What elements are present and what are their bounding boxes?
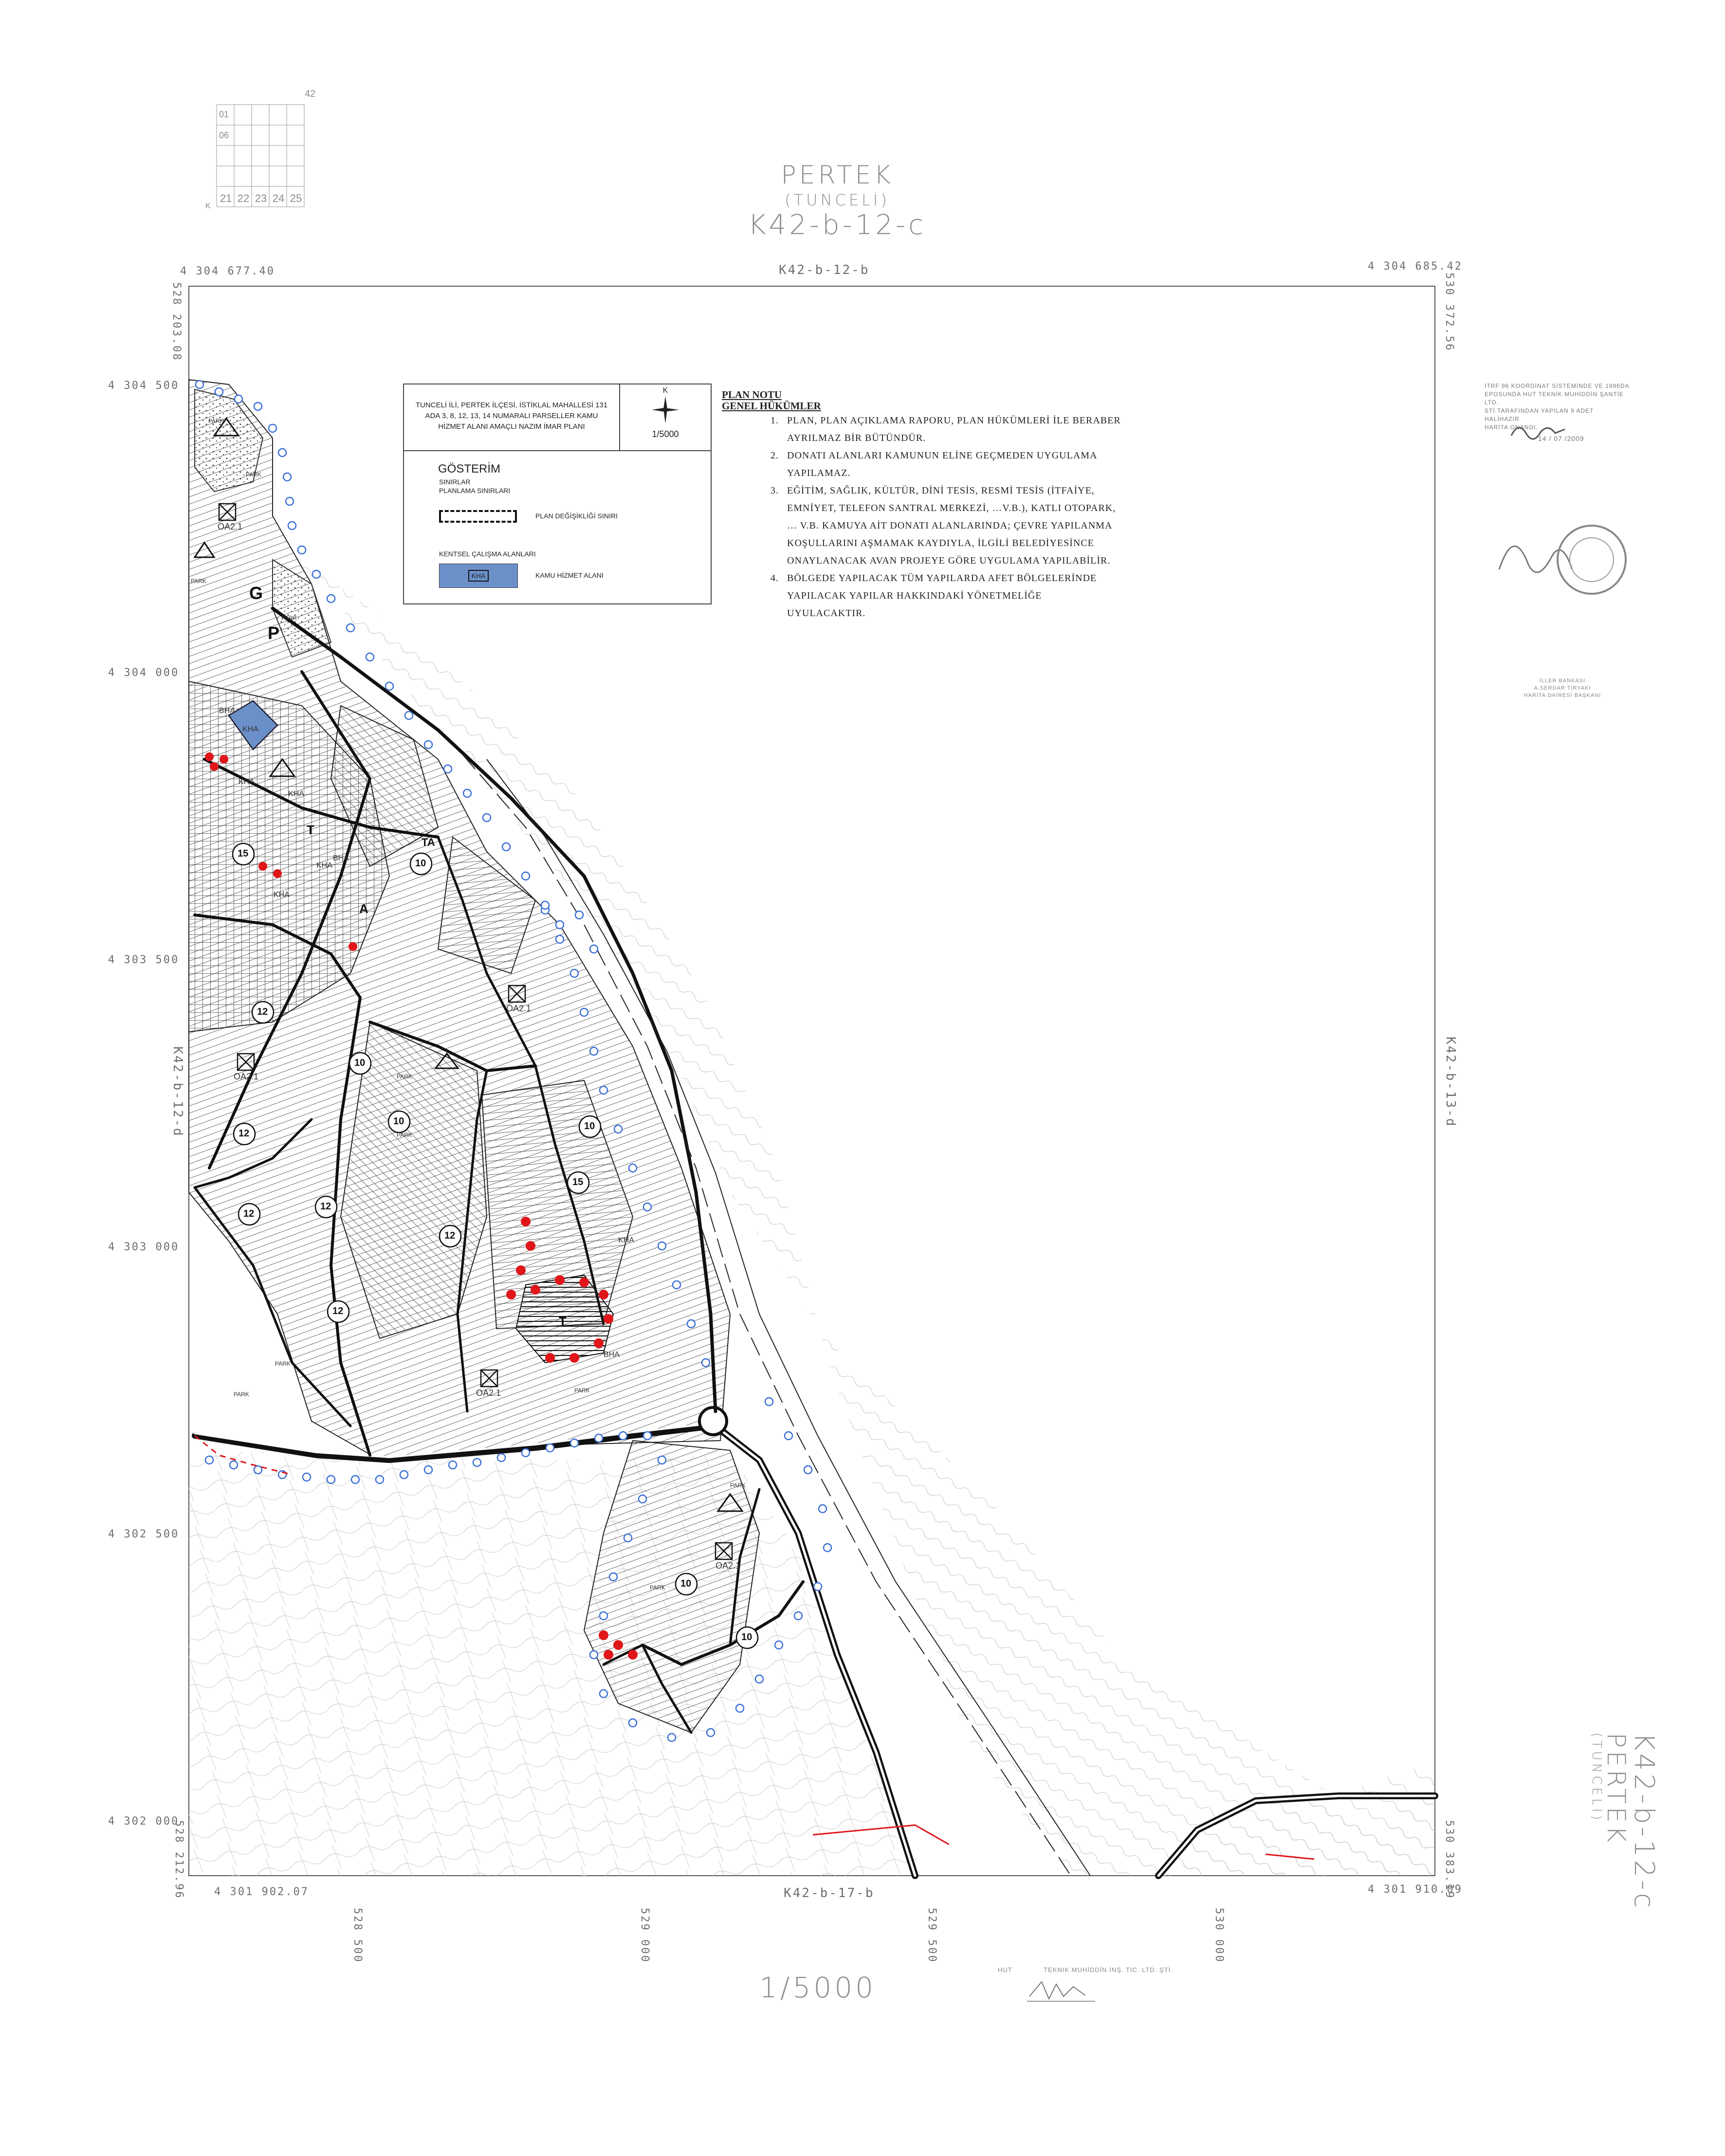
note-line: YAPILAMAZ. <box>787 468 851 478</box>
plan-notes <box>722 389 1160 622</box>
left-tick-label: 4 304 500 <box>108 380 180 392</box>
cert-line: STİ.TARAFINDAN YAPILAN 9 ADET HALİHAZIR <box>1485 407 1594 422</box>
company-short: HUT <box>998 1966 1012 1973</box>
road-number: 10 <box>354 1058 366 1068</box>
bottom-left-coordinate: 4 301 902.07 <box>214 1886 309 1898</box>
road-number: 10 <box>415 858 426 869</box>
map-subtitle: (TUNCELİ) <box>785 191 890 209</box>
footer-scale: 1/5000 <box>759 1971 877 2004</box>
park-label: PARK <box>234 1391 249 1398</box>
note-item <box>771 482 1160 569</box>
note-line: YAPILACAK YAPILAR HAKKINDAKİ YÖNETMELİĞE <box>787 590 1042 601</box>
index-top-number: 42 <box>305 89 316 99</box>
a-label: A <box>359 901 368 916</box>
side-sheet-block <box>1628 1733 1660 1911</box>
note-line: … V.B. KAMUYA AİT DONATI ALANLARINDA; ÇEVRE YAPILANMA <box>787 520 1113 531</box>
note-line: KOŞULLARINI AŞMAMAK KAYDIYLA, İLGİLİ BELEDİYESİNCE <box>787 538 1094 548</box>
park-label: PARK <box>730 1482 746 1489</box>
kha-swatch <box>439 564 518 588</box>
road-number: 10 <box>393 1116 404 1127</box>
note-line: EMNİYET, TELEFON SANTRAL MERKEZİ, …V.B.), KATLI OTOPARK, <box>787 503 1116 513</box>
road-number: 15 <box>572 1177 584 1188</box>
signature-icon <box>1509 419 1567 443</box>
left-bottom-vertical-coordinate: 528 212.96 <box>173 1820 185 1900</box>
north-arrow-icon <box>651 395 680 424</box>
index-cell: 24 <box>272 192 285 204</box>
note-line: PLAN, PLAN AÇIKLAMA RAPORU, PLAN HÜKÜMLERİ İLE BERABER <box>787 415 1121 426</box>
index-cell: 21 <box>220 192 232 204</box>
side-title-block <box>1601 1733 1631 2034</box>
side-title: PERTEK <box>1601 1733 1631 1845</box>
urban-heading: KENTSEL ÇALIŞMA ALANLARI <box>439 550 536 558</box>
sheet-number: K42-b-12-c <box>748 209 927 241</box>
legend-sub1: SINIRLAR <box>439 478 471 486</box>
legend-title-box <box>404 384 620 451</box>
notes-list <box>771 412 1160 622</box>
top-left-coordinate: 4 304 677.40 <box>180 265 275 277</box>
note-number: 4. <box>771 573 779 584</box>
road-number: 12 <box>332 1306 344 1316</box>
kha-label: KHA <box>239 778 255 786</box>
park-label: PARK <box>574 1387 590 1394</box>
side-subtitle-block <box>1589 1733 1604 1823</box>
ta-label: TA <box>422 836 435 848</box>
left-tick-label: 4 302 000 <box>108 1815 180 1827</box>
note-number: 1. <box>771 415 779 426</box>
left-sheet-label: K42-b-12-d <box>170 1046 185 1137</box>
note-line: DONATI ALANLARI KAMUNUN ELİNE GEÇMEDEN UYGULAMA <box>787 450 1098 461</box>
note-line: ONAYLANACAK AVAN PROJEYE GÖRE UYGULAMA YAPILABİLİR. <box>787 555 1111 566</box>
stamp-caption <box>1489 677 1635 699</box>
park-label: PARK <box>397 1073 412 1080</box>
kha-label: KHA <box>242 725 258 733</box>
oa-label: OA2.1 <box>234 1072 259 1081</box>
road-number: 10 <box>741 1632 752 1643</box>
north-box <box>620 384 711 451</box>
note-number: 2. <box>771 450 779 461</box>
road-number: 12 <box>257 1006 268 1017</box>
plan-boundary-symbol <box>439 510 517 523</box>
left-tick-label: 4 303 000 <box>108 1241 180 1253</box>
kha-legend-label: KAMU HİZMET ALANI <box>535 571 604 579</box>
right-sheet-label: K42-b-13-d <box>1443 1037 1458 1128</box>
note-number: 3. <box>771 485 779 496</box>
index-cell: 23 <box>255 192 267 204</box>
oa-label: OA2.1 <box>506 1004 532 1013</box>
index-cell: 25 <box>290 192 302 204</box>
park-label: PARK <box>397 1132 412 1138</box>
road-number: 12 <box>243 1208 255 1219</box>
note-line: UYULACAKTIR. <box>787 608 866 619</box>
stamp-line: A.SERDAR TIRYAKI <box>1534 685 1591 691</box>
cert-line: HARİTA ONANDI. <box>1485 424 1538 431</box>
oa-label: OA2.1 <box>476 1388 501 1398</box>
index-row-2: 06 <box>219 130 229 140</box>
notes-title: PLAN NOTU <box>722 389 782 401</box>
top-right-coordinate: 4 304 685.42 <box>1368 260 1463 273</box>
top-center-sheet: K42-b-12-b <box>779 263 870 277</box>
company-long: TEKNIK MUHİDDİN İNŞ. TİC. LTD. ŞTİ. <box>1044 1966 1173 1973</box>
index-k-label: K <box>205 202 211 210</box>
legend-scale: 1/5000 <box>652 429 679 439</box>
t-label: T <box>559 1314 567 1329</box>
legend-title: TUNCELİ İLİ, PERTEK İLÇESİ, İSTİKLAL MAHALLESİ 131 ADA 3, 8, 12, 13, 14 NUMARALI PARSELLER KAMU HİZMET ALANI AMAÇLI NAZIM İMAR PLANI <box>415 401 608 431</box>
legend-panel <box>403 384 712 604</box>
plan-boundary-label: PLAN DEĞİŞİKLİĞİ SINIRI <box>535 512 618 520</box>
park-label: PARK <box>650 1584 665 1591</box>
side-subtitle: (TUNCELİ) <box>1589 1733 1604 1823</box>
left-tick-label: 4 304 000 <box>108 667 180 679</box>
kha-label: KHA <box>288 790 304 798</box>
left-tick-label: 4 302 500 <box>108 1528 180 1540</box>
cert-date: 14 / 07 /2009 <box>1538 435 1584 442</box>
note-line: AYRILMAZ BİR BÜTÜNDÜR. <box>787 433 926 443</box>
bottom-right-coordinate: 4 301 910.09 <box>1368 1883 1463 1896</box>
road-number: 12 <box>320 1201 331 1212</box>
bottom-tick-label: 529 500 <box>926 1908 938 1963</box>
kha-label: KHA <box>316 861 332 870</box>
oa-label: OA2.1 <box>218 522 243 531</box>
park-label: PARK <box>246 471 261 478</box>
park-label: PARK <box>275 1360 291 1367</box>
road-number: 10 <box>680 1578 692 1589</box>
right-bottom-vertical-coordinate: 530 383.19 <box>1443 1820 1455 1900</box>
right-top-vertical-coordinate: 530 372.56 <box>1443 273 1455 352</box>
notes-subtitle: GENEL HÜKÜMLER <box>722 400 821 412</box>
cert-line: EPOSUNDA HUT TEKNİK MUHİDDİN ŞANTİE LTD. <box>1485 391 1624 406</box>
bha-label: BHA <box>604 1351 620 1359</box>
stamp-line: HARİTA DAİRESİ BAŞKANI <box>1523 693 1601 698</box>
note-item <box>771 447 1160 482</box>
g-label: G <box>249 583 263 603</box>
bottom-tick-label: 529 000 <box>639 1908 651 1963</box>
note-item <box>771 569 1160 622</box>
note-line: BÖLGEDE YAPILACAK TÜM YAPILARDA AFET BÖLGELERİNDE <box>787 573 1097 584</box>
cert-line: ITRF 96 KOORDİNAT SİSTEMİNDE VE 1996DA <box>1485 383 1630 389</box>
index-row-1: 01 <box>219 110 229 119</box>
note-item <box>771 412 1160 447</box>
bottom-tick-label: 528 500 <box>351 1908 364 1963</box>
park-label: PARK <box>281 615 297 621</box>
road-number: 12 <box>239 1128 250 1139</box>
stamp-line: İLLER BANKASI <box>1539 678 1586 684</box>
kha-label: KHA <box>618 1236 634 1244</box>
map-title: PERTEK <box>781 161 894 190</box>
t-label: T <box>307 822 314 837</box>
side-sheet-number: K42-b-12-c <box>1628 1733 1660 1911</box>
note-line: EĞİTİM, SAĞLIK, KÜLTÜR, DİNİ TESİS, RESMİ TESİS (İTFAİYE, <box>787 485 1095 496</box>
bottom-center-sheet: K42-b-17-b <box>784 1886 875 1900</box>
park-label: PARK <box>208 418 224 424</box>
official-stamp-icon <box>1489 516 1635 603</box>
north-label: K <box>662 386 668 395</box>
p-label: P <box>268 623 280 643</box>
park-label: PARK <box>191 578 206 585</box>
road-number: 15 <box>238 848 249 859</box>
kha-label: KHA <box>274 891 290 899</box>
left-top-vertical-coordinate: 528 203.08 <box>170 282 183 362</box>
legend-sub2: PLANLAMA SINIRLARI <box>439 487 511 494</box>
road-number: 12 <box>444 1230 456 1241</box>
kha-swatch-code: KHA <box>468 570 489 582</box>
oa-label: OA2.1 <box>716 1561 741 1571</box>
index-cell: 22 <box>237 192 250 204</box>
road-number: 10 <box>584 1121 595 1132</box>
footer-company <box>998 1966 1173 1973</box>
legend-heading: GÖSTERİM <box>438 462 501 475</box>
bottom-tick-label: 530 000 <box>1213 1908 1225 1963</box>
left-tick-label: 4 303 500 <box>108 954 180 966</box>
footer-signature-icon <box>1027 1977 1095 2006</box>
bha-label: BHA <box>333 854 349 862</box>
bha-label: BHA <box>219 707 235 715</box>
